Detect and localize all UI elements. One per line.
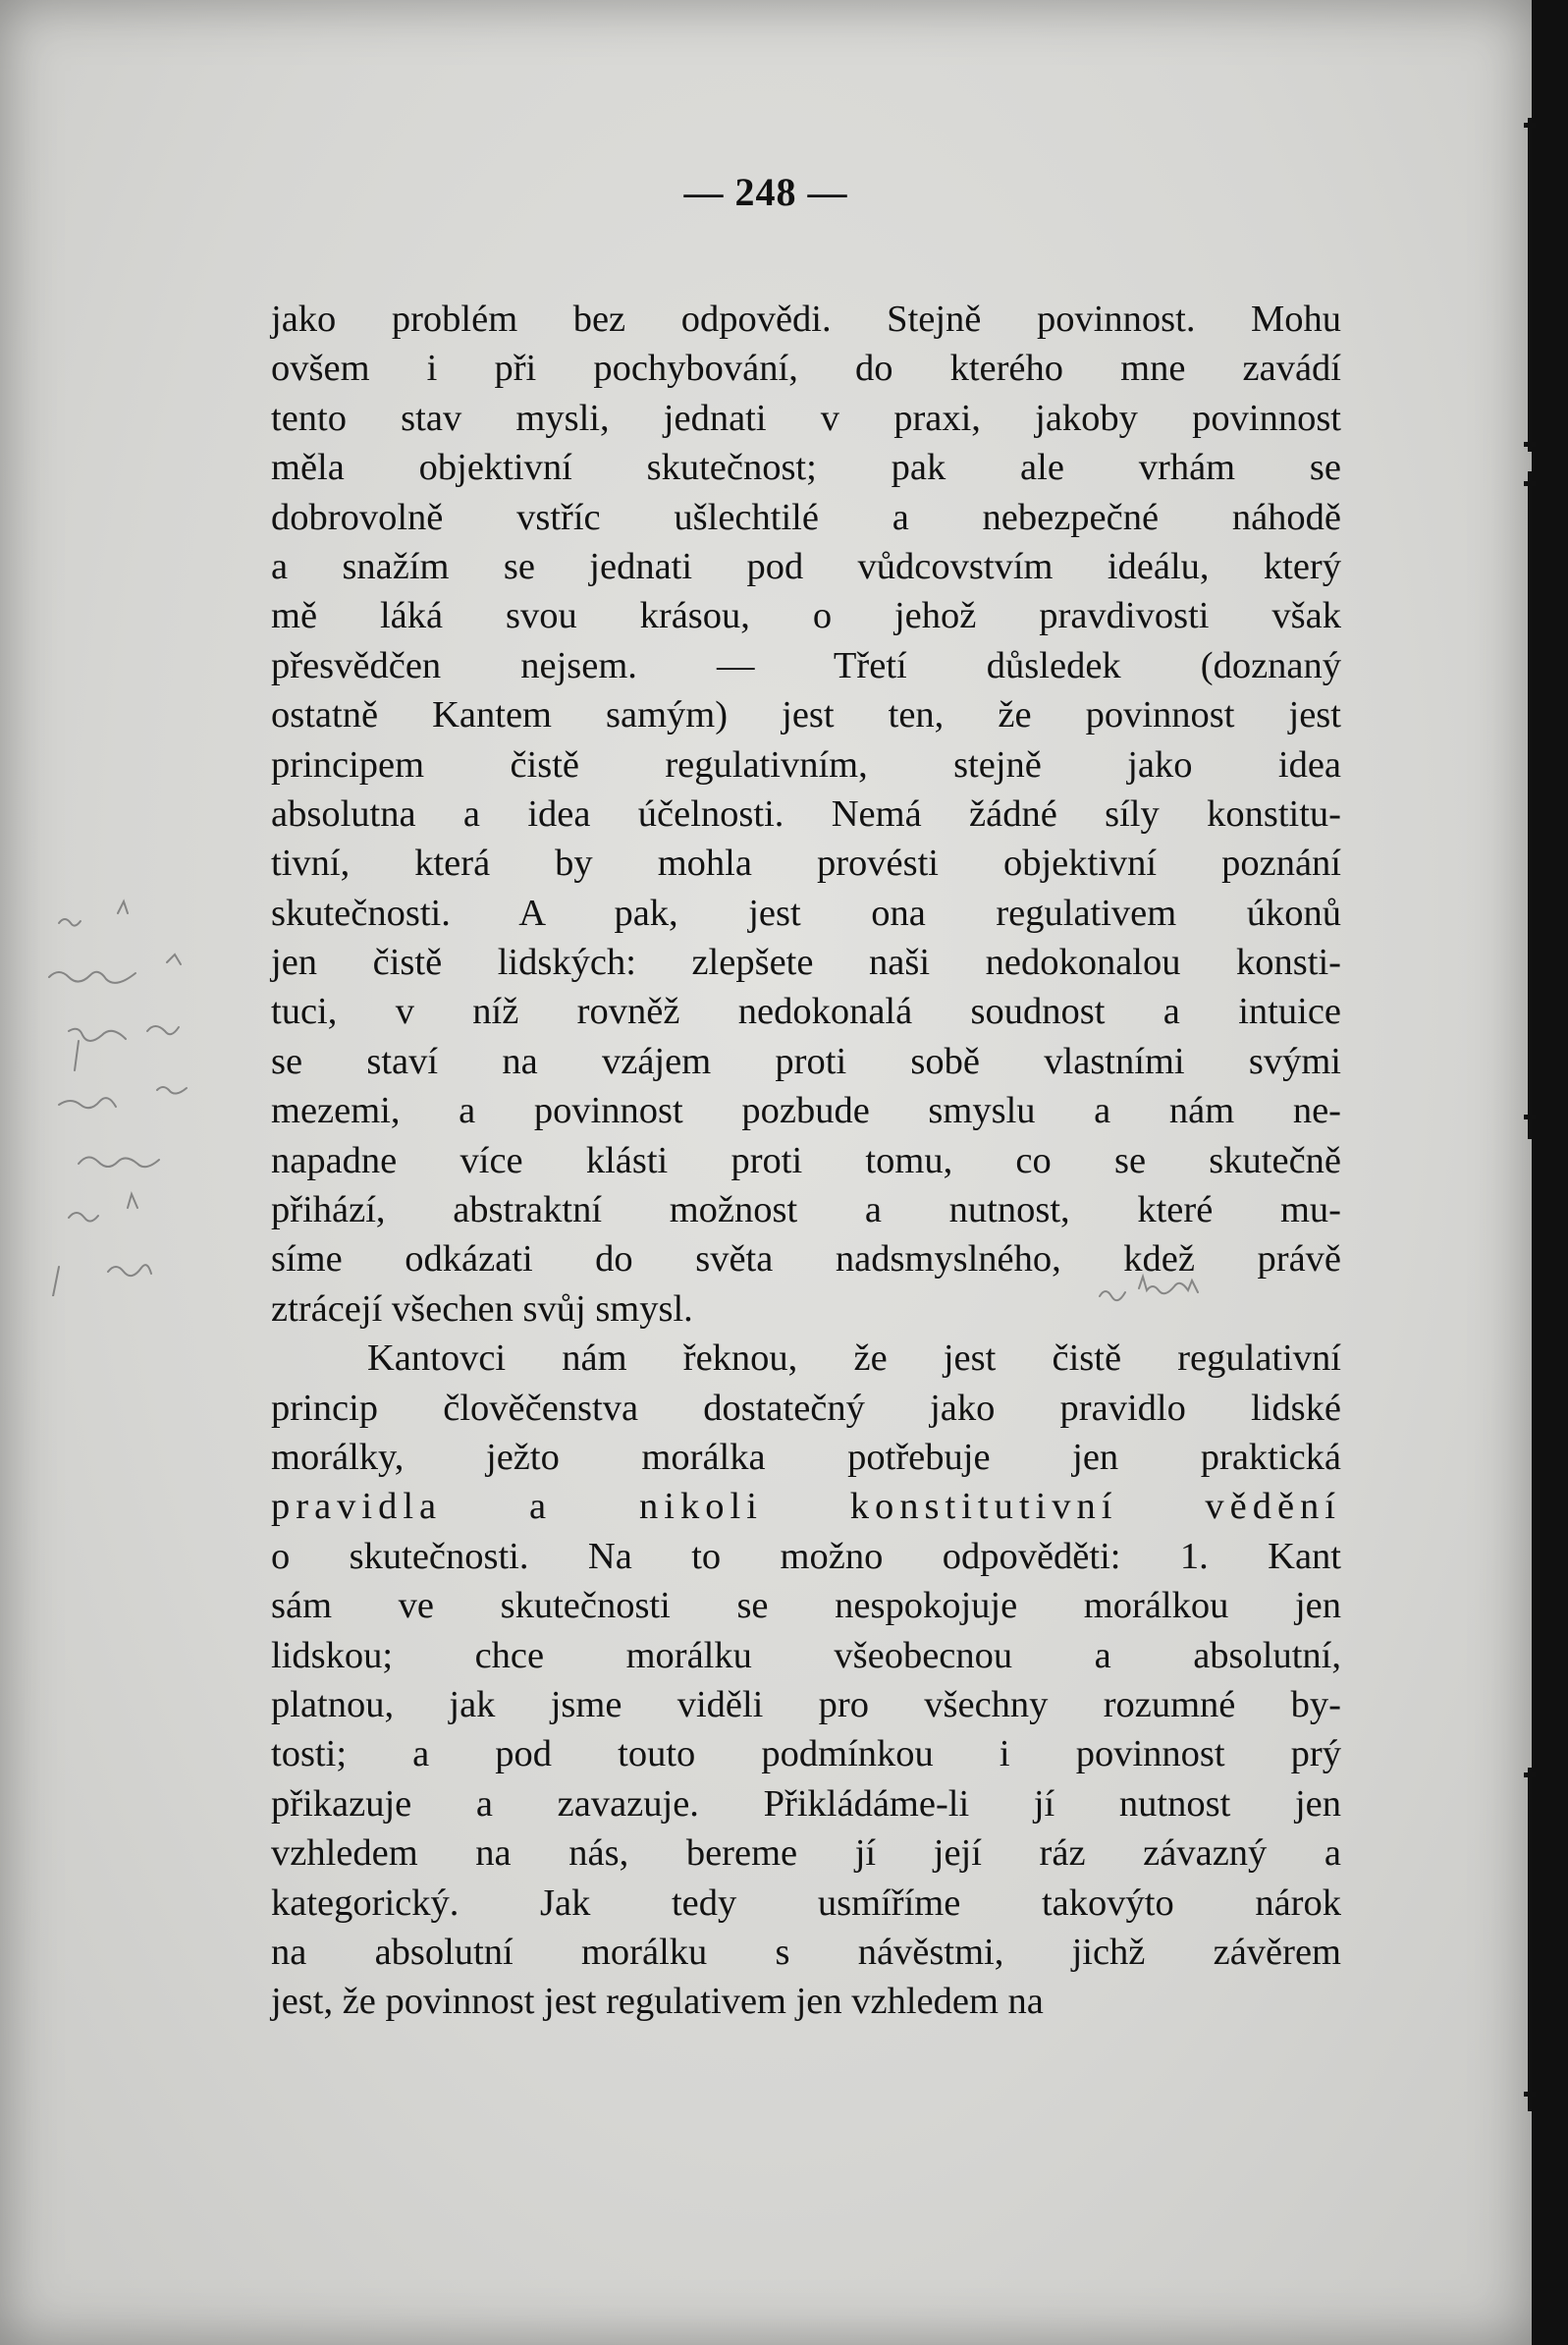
page-number: — 248 —	[683, 170, 848, 214]
text-line: přesvědčen nejsem. — Třetí důsledek (doznaný	[271, 644, 1341, 686]
text-line: pravidla a nikoli konstitutivní vědění	[271, 1486, 1341, 1528]
text-line: dobrovolně vstříc ušlechtilé a nebezpečné náhodě	[271, 496, 1341, 538]
text-line: přihází, abstraktní možnost a nutnost, které mu-	[271, 1189, 1341, 1231]
text-line: jest, že povinnost jest regulativem jen vzhledem na	[271, 1981, 1044, 2023]
text-line: princip člověčenstva dostatečný jako pravidlo lidské	[271, 1387, 1341, 1429]
text-line: tento stav mysli, jednati v praxi, jakoby povinnost	[271, 397, 1341, 439]
text-line: jako problém bez odpovědi. Stejně povinnost. Mohu	[271, 299, 1341, 340]
text-line: a snažím se jednati pod vůdcovstvím ideálu, který	[271, 545, 1341, 587]
text-line: kategorický. Jak tedy usmíříme takovýto nárok	[271, 1881, 1341, 1924]
text-line: tosti; a pod touto podmínkou i povinnost prý	[271, 1733, 1341, 1775]
text-line: skutečnosti. A pak, jest ona regulativem úkonů	[271, 892, 1341, 934]
text-line: jen čistě lidských: zlepšete naši nedokonalou konsti-	[271, 942, 1341, 984]
text-line: mě láká svou krásou, o jehož pravdivosti však	[271, 595, 1341, 637]
margin-handwriting	[39, 884, 275, 1296]
text-line: Kantovci nám řeknou, že jest čistě regulativní	[367, 1337, 1341, 1380]
text-line: vzhledem na nás, bereme jí její ráz závazný a	[271, 1832, 1341, 1875]
text-line: ztrácejí všechen svůj smysl.	[271, 1287, 693, 1330]
binding-edge	[1524, 0, 1536, 2345]
text-line: síme odkázati do světa nadsmyslného, kdež právě	[271, 1238, 1341, 1281]
text-line: morálky, ježto morálka potřebuje jen praktická	[271, 1436, 1341, 1478]
scan-border	[1532, 0, 1568, 2345]
text-line: principem čistě regulativním, stejně jako idea	[271, 743, 1341, 786]
body-text	[271, 295, 1341, 2027]
text-line: měla objektivní skutečnost; pak ale vrhám se	[271, 447, 1341, 489]
text-line: absolutna a idea účelnosti. Nemá žádné síly konstitu-	[271, 792, 1341, 835]
text-line: na absolutní morálku s návěstmi, jichž závěrem	[271, 1931, 1341, 1973]
handwritten-note	[1090, 1267, 1247, 1316]
text-line: sám ve skutečnosti se nespokojuje morálkou jen	[271, 1585, 1341, 1627]
text-line: tivní, která by mohla provésti objektivní poznání	[271, 843, 1341, 885]
text-line: mezemi, a povinnost pozbude smyslu a nám ne-	[271, 1090, 1341, 1132]
text-line: tuci, v níž rovněž nedokonalá soudnost a intuice	[271, 991, 1341, 1033]
text-line: ovšem i při pochybování, do kterého mne zavádí	[271, 348, 1341, 390]
text-line: platnou, jak jsme viděli pro všechny rozumné by-	[271, 1683, 1341, 1725]
text-line: se staví na vzájem proti sobě vlastními svými	[271, 1040, 1341, 1082]
text-line: ostatně Kantem samým) jest ten, že povinnost jest	[271, 694, 1341, 736]
text-line: o skutečnosti. Na to možno odpověděti: 1. Kant	[271, 1535, 1341, 1577]
text-line: napadne více klásti proti tomu, co se skutečně	[271, 1139, 1341, 1181]
text-line: přikazuje a zavazuje. Přikládáme-li jí nutnost jen	[271, 1782, 1341, 1825]
text-line: lidskou; chce morálku všeobecnou a absolutní,	[271, 1634, 1341, 1676]
